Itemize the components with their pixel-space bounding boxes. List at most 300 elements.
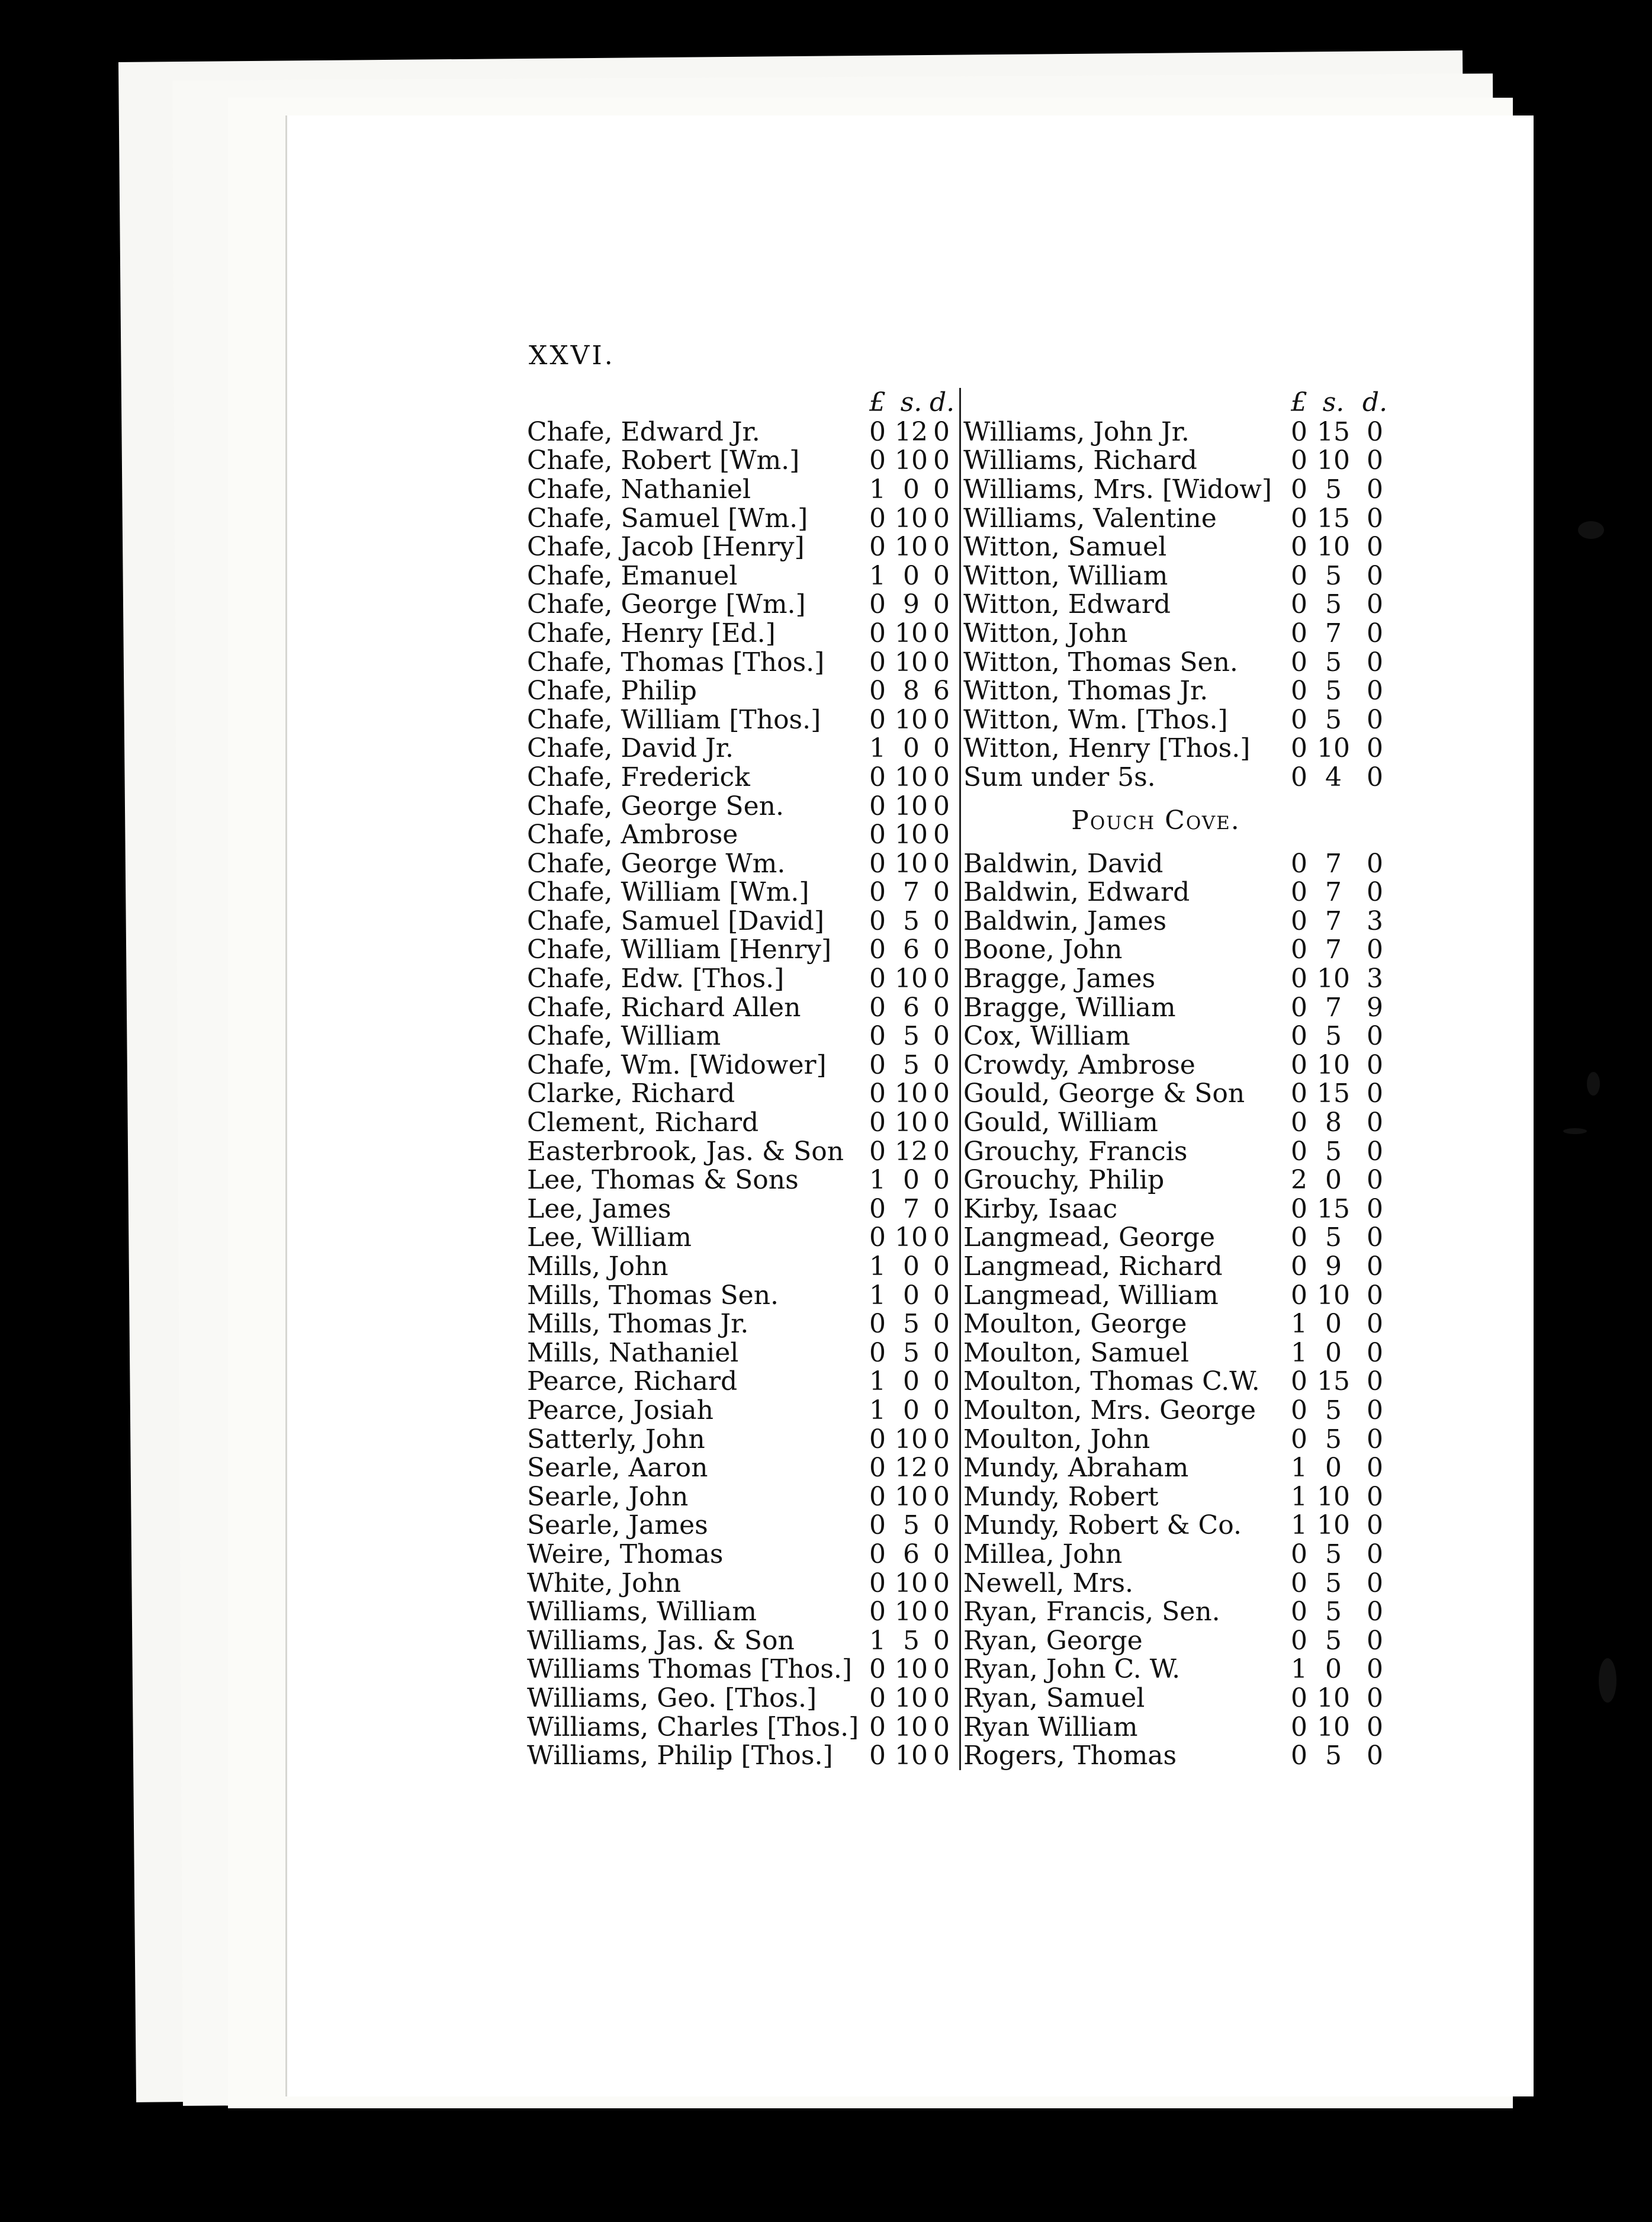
pounds-value: 0 [1291, 503, 1307, 534]
entry-row [527, 619, 953, 648]
pounds-value: 0 [1291, 964, 1307, 994]
entry-row [963, 1252, 1396, 1281]
entry-name: Chafe, Samuel [David] [527, 906, 825, 936]
pounds-value: 1 [1291, 1510, 1307, 1541]
shillings-value: 0 [903, 1395, 920, 1425]
shillings-value: 10 [895, 704, 928, 735]
entry-name: Witton, John [963, 618, 1128, 648]
shillings-value: 0 [903, 474, 920, 505]
entry-row [963, 849, 1396, 878]
shillings-value: 5 [1325, 474, 1342, 505]
shillings-value: 10 [895, 848, 928, 879]
pence-value: 0 [1367, 935, 1383, 965]
shillings-value: 5 [1325, 1222, 1342, 1253]
shillings-value: 12 [895, 1453, 928, 1484]
pounds-value: 0 [869, 704, 886, 735]
entry-name: Kirby, Isaac [963, 1193, 1118, 1224]
left-column [527, 388, 953, 1770]
entry-name: Chafe, William [527, 1021, 721, 1052]
entry-row [527, 648, 953, 677]
entry-row [527, 1569, 953, 1598]
pounds-value: 0 [1291, 848, 1307, 879]
entry-name: Moulton, John [963, 1424, 1150, 1454]
pounds-value: 0 [869, 589, 886, 620]
pounds-value: 0 [1291, 906, 1307, 936]
column-header [963, 388, 1396, 418]
entry-row [963, 532, 1396, 561]
entry-name: Williams, Charles [Thos.] [527, 1712, 859, 1742]
entry-row [963, 907, 1396, 936]
shillings-value: 5 [1325, 1625, 1342, 1656]
shillings-value: 9 [903, 589, 920, 620]
entry-name: Langmead, William [963, 1280, 1219, 1311]
entry-name: Chafe, William [Thos.] [527, 704, 821, 735]
shillings-value: 10 [895, 1568, 928, 1598]
shillings-value: 5 [1325, 1597, 1342, 1627]
pounds-value: 2 [1291, 1165, 1307, 1196]
entry-row [527, 561, 953, 590]
pence-value: 0 [933, 1078, 950, 1109]
pence-value: 0 [933, 1625, 950, 1656]
entry-row [963, 1453, 1396, 1482]
shillings-value: 10 [1317, 1682, 1350, 1713]
shillings-value: 0 [1325, 1654, 1342, 1685]
entry-name: Weire, Thomas [527, 1539, 724, 1569]
pence-value: 9 [1367, 992, 1383, 1023]
entry-name: Chafe, William [Wm.] [527, 877, 809, 908]
pence-value: 0 [1367, 877, 1383, 908]
pounds-value: 0 [869, 1539, 886, 1569]
entry-name: Chafe, George [Wm.] [527, 589, 806, 620]
entry-row [527, 1252, 953, 1281]
page-number: XXVI. [529, 341, 615, 371]
shillings-value: 7 [1325, 877, 1342, 908]
shillings-value: 8 [1325, 1107, 1342, 1138]
pence-value: 0 [1367, 733, 1383, 764]
pounds-value: 0 [1291, 676, 1307, 707]
entry-row [963, 648, 1396, 677]
pence-header: d. [930, 387, 955, 418]
pence-value: 0 [933, 733, 950, 764]
shillings-value: 5 [1325, 1395, 1342, 1425]
entry-row [527, 1367, 953, 1396]
entry-row [527, 1741, 953, 1770]
pence-value: 0 [933, 1049, 950, 1080]
pounds-value: 0 [869, 762, 886, 792]
section-heading: Pouch Cove. [1071, 805, 1240, 836]
entry-row [963, 447, 1396, 476]
entry-row [963, 1626, 1396, 1655]
pence-value: 0 [1367, 1682, 1383, 1713]
shillings-value: 10 [895, 1107, 928, 1138]
pence-value: 0 [1367, 1251, 1383, 1282]
pounds-value: 0 [1291, 935, 1307, 965]
entry-row [527, 1626, 953, 1655]
shillings-value: 10 [1317, 1510, 1350, 1541]
pounds-value: 0 [869, 647, 886, 677]
entry-name: Witton, Edward [963, 589, 1171, 620]
entry-row [527, 447, 953, 476]
pence-value: 0 [1367, 1337, 1383, 1368]
shillings-value: 10 [895, 1424, 928, 1454]
entry-row [963, 590, 1396, 619]
entry-name: Bragge, James [963, 964, 1156, 994]
pounds-value: 0 [869, 1654, 886, 1685]
shillings-value: 5 [1325, 1568, 1342, 1598]
entry-name: Williams, Philip [Thos.] [527, 1741, 833, 1771]
entry-row [963, 964, 1396, 993]
entry-row [527, 475, 953, 504]
pounds-value: 0 [1291, 704, 1307, 735]
shillings-value: 5 [903, 1049, 920, 1080]
pence-value: 0 [933, 1251, 950, 1282]
pounds-value: 1 [869, 1280, 886, 1311]
pence-value: 0 [933, 1510, 950, 1541]
pounds-value: 0 [1291, 1568, 1307, 1598]
pence-value: 0 [1367, 1021, 1383, 1052]
entry-name: Satterly, John [527, 1424, 705, 1454]
pounds-value: 1 [869, 733, 886, 764]
pence-value: 6 [933, 676, 950, 707]
shillings-value: 7 [1325, 906, 1342, 936]
pence-value: 0 [1367, 1510, 1383, 1541]
entry-row [963, 1367, 1396, 1396]
entry-row [963, 734, 1396, 763]
entry-name: Clement, Richard [527, 1107, 759, 1138]
entry-row [963, 561, 1396, 590]
entry-row [527, 734, 953, 763]
entry-name: Searle, Aaron [527, 1453, 708, 1484]
entry-name: Searle, James [527, 1510, 708, 1541]
entry-row [963, 1281, 1396, 1310]
left-entries [527, 418, 953, 1770]
entry-row [527, 849, 953, 878]
shillings-value: 0 [1325, 1309, 1342, 1340]
pounds-value: 0 [869, 445, 886, 476]
shillings-value: 0 [1325, 1165, 1342, 1196]
pence-value: 0 [1367, 1078, 1383, 1109]
pounds-value: 0 [1291, 877, 1307, 908]
pounds-value: 0 [1291, 1741, 1307, 1771]
entry-row [527, 532, 953, 561]
entry-name: Baldwin, David [963, 848, 1164, 879]
entry-name: Chafe, Emanuel [527, 560, 738, 591]
pounds-value: 0 [869, 1309, 886, 1340]
pence-value: 0 [933, 1741, 950, 1771]
shillings-value: 5 [1325, 704, 1342, 735]
pounds-value: 1 [869, 560, 886, 591]
entry-row [527, 676, 953, 705]
shillings-value: 10 [1317, 1712, 1350, 1742]
pence-value: 0 [933, 1539, 950, 1569]
shillings-value: 10 [895, 1222, 928, 1253]
entry-row [527, 1655, 953, 1684]
pounds-value: 0 [869, 1136, 886, 1167]
entry-row [527, 1396, 953, 1425]
shillings-value: 15 [1317, 416, 1350, 447]
pence-value: 0 [933, 1193, 950, 1224]
pounds-value: 0 [869, 1049, 886, 1080]
entry-name: Pearce, Richard [527, 1366, 738, 1397]
entry-name: Williams, Mrs. [Widow] [963, 474, 1272, 505]
shillings-value: 10 [895, 1597, 928, 1627]
entry-name: Williams, Richard [963, 445, 1197, 476]
entry-name: Grouchy, Francis [963, 1136, 1188, 1167]
entry-row [527, 878, 953, 907]
shillings-header: s. [1322, 387, 1345, 418]
pence-value: 0 [933, 589, 950, 620]
pounds-value: 0 [1291, 1625, 1307, 1656]
shillings-value: 15 [1317, 503, 1350, 534]
pence-value: 0 [1367, 1597, 1383, 1627]
column-header [527, 388, 953, 418]
shillings-value: 10 [895, 1481, 928, 1512]
pence-value: 0 [1367, 1481, 1383, 1512]
entry-name: Chafe, Richard Allen [527, 992, 801, 1023]
entry-row [963, 1511, 1396, 1540]
shillings-value: 5 [1325, 560, 1342, 591]
pounds-value: 0 [869, 676, 886, 707]
shillings-value: 7 [903, 1193, 920, 1224]
entry-row [527, 1425, 953, 1454]
shillings-value: 5 [1325, 1539, 1342, 1569]
shillings-value: 10 [895, 532, 928, 563]
pence-value: 0 [933, 1337, 950, 1368]
shillings-value: 5 [1325, 1741, 1342, 1771]
shillings-value: 10 [895, 1654, 928, 1685]
entry-row [527, 907, 953, 936]
entry-row [963, 878, 1396, 907]
pence-value: 0 [933, 1136, 950, 1167]
pounds-value: 0 [869, 532, 886, 563]
pence-value: 0 [1367, 618, 1383, 648]
entry-row [527, 1165, 953, 1195]
pence-value: 0 [933, 877, 950, 908]
shillings-value: 10 [1317, 445, 1350, 476]
entry-name: Witton, Thomas Sen. [963, 647, 1238, 677]
pounds-value: 0 [1291, 1424, 1307, 1454]
entry-row [527, 1108, 953, 1137]
pounds-value: 1 [869, 1625, 886, 1656]
pounds-value: 0 [1291, 1280, 1307, 1311]
pence-value: 0 [933, 964, 950, 994]
entry-name: Langmead, George [963, 1222, 1216, 1253]
entry-row [527, 1195, 953, 1224]
pence-value: 0 [1367, 560, 1383, 591]
shillings-value: 12 [895, 1136, 928, 1167]
shillings-value: 5 [903, 1021, 920, 1052]
shillings-value: 7 [1325, 935, 1342, 965]
entry-name: Williams, Valentine [963, 503, 1217, 534]
entry-name: Lee, Thomas & Sons [527, 1165, 799, 1196]
pounds-value: 0 [869, 1481, 886, 1512]
entry-row [527, 1051, 953, 1080]
pence-value: 0 [1367, 1165, 1383, 1196]
pounds-value: 1 [1291, 1481, 1307, 1512]
pounds-value: 0 [1291, 992, 1307, 1023]
pence-value: 0 [1367, 474, 1383, 505]
entry-name: Mundy, Robert [963, 1481, 1159, 1512]
entry-row [963, 1741, 1396, 1770]
pounds-value: 0 [869, 416, 886, 447]
entry-name: Easterbrook, Jas. & Son [527, 1136, 844, 1167]
entry-name: Grouchy, Philip [963, 1165, 1165, 1196]
pounds-value: 0 [869, 1453, 886, 1484]
entry-row [527, 418, 953, 447]
pence-value: 0 [1367, 1654, 1383, 1685]
entry-name: Witton, William [963, 560, 1168, 591]
shillings-value: 0 [903, 1165, 920, 1196]
pence-value: 0 [933, 647, 950, 677]
pence-value: 0 [933, 791, 950, 821]
shillings-value: 9 [1325, 1251, 1342, 1282]
pounds-value: 0 [1291, 589, 1307, 620]
pounds-value: 0 [1291, 1366, 1307, 1397]
pounds-value: 0 [869, 1510, 886, 1541]
pence-value: 0 [1367, 1453, 1383, 1484]
pounds-value: 0 [869, 992, 886, 1023]
pounds-value: 0 [1291, 1539, 1307, 1569]
entry-name: Chafe, William [Henry] [527, 935, 832, 965]
pence-value: 0 [1367, 704, 1383, 735]
pounds-value: 0 [869, 1712, 886, 1742]
shillings-value: 10 [1317, 733, 1350, 764]
shillings-value: 10 [895, 618, 928, 648]
entry-name: Chafe, Edw. [Thos.] [527, 964, 785, 994]
pence-value: 0 [933, 1107, 950, 1138]
shillings-value: 10 [895, 1682, 928, 1713]
entry-row [527, 820, 953, 849]
entry-name: Mills, Nathaniel [527, 1337, 739, 1368]
entry-name: Cox, William [963, 1021, 1130, 1052]
entry-row [963, 705, 1396, 734]
entry-row [527, 1281, 953, 1310]
pence-value: 0 [933, 820, 950, 850]
ink-spot [1578, 521, 1604, 539]
entry-row [527, 1137, 953, 1166]
entry-name: Williams, Jas. & Son [527, 1625, 795, 1656]
pounds-value: 0 [1291, 733, 1307, 764]
entry-name: Mills, Thomas Jr. [527, 1309, 749, 1340]
entry-name: Witton, Henry [Thos.] [963, 733, 1251, 764]
pounds-value: 0 [869, 877, 886, 908]
shillings-value: 0 [903, 1280, 920, 1311]
pounds-value: 0 [1291, 1251, 1307, 1282]
pence-value: 0 [933, 1280, 950, 1311]
shillings-value: 15 [1317, 1078, 1350, 1109]
entry-row [963, 1396, 1396, 1425]
pounds-value: 1 [869, 1251, 886, 1282]
entry-row [527, 792, 953, 821]
entry-row [527, 1453, 953, 1482]
pounds-value: 1 [1291, 1654, 1307, 1685]
entry-row [963, 1137, 1396, 1166]
entry-name: Langmead, Richard [963, 1251, 1223, 1282]
entry-name: Mundy, Abraham [963, 1453, 1189, 1484]
entry-name: Ryan William [963, 1712, 1138, 1742]
pounds-value: 0 [1291, 1136, 1307, 1167]
entry-name: Moulton, Samuel [963, 1337, 1189, 1368]
shillings-value: 0 [903, 733, 920, 764]
pence-value: 0 [1367, 647, 1383, 677]
pence-value: 0 [1367, 1539, 1383, 1569]
entry-row [527, 504, 953, 533]
entry-row [963, 763, 1396, 792]
pence-value: 0 [933, 416, 950, 447]
pence-value: 0 [933, 445, 950, 476]
entry-name: Chafe, Henry [Ed.] [527, 618, 776, 648]
entry-name: Chafe, David Jr. [527, 733, 734, 764]
entry-row [963, 475, 1396, 504]
pounds-value: 0 [1291, 1193, 1307, 1224]
shillings-value: 0 [1325, 1337, 1342, 1368]
pounds-value: 0 [869, 1021, 886, 1052]
shillings-value: 10 [1317, 1481, 1350, 1512]
entry-row [963, 1425, 1396, 1454]
right-entries-bottom [963, 849, 1396, 1770]
entry-name: Chafe, Thomas [Thos.] [527, 647, 825, 677]
entry-name: Pearce, Josiah [527, 1395, 713, 1425]
entry-name: Williams Thomas [Thos.] [527, 1654, 853, 1685]
entry-row [963, 1108, 1396, 1137]
pence-value: 0 [933, 1682, 950, 1713]
pounds-value: 0 [869, 848, 886, 879]
shillings-value: 7 [1325, 618, 1342, 648]
entry-row [527, 590, 953, 619]
shillings-value: 5 [903, 1309, 920, 1340]
entry-name: Chafe, Samuel [Wm.] [527, 503, 808, 534]
pence-value: 0 [933, 1597, 950, 1627]
entry-row [527, 993, 953, 1022]
shillings-value: 6 [903, 992, 920, 1023]
pounds-value: 0 [1291, 1021, 1307, 1052]
pence-value: 0 [933, 532, 950, 563]
pounds-value: 0 [1291, 416, 1307, 447]
shillings-value: 5 [1325, 1424, 1342, 1454]
entry-name: Chafe, Frederick [527, 762, 750, 792]
entry-name: Moulton, George [963, 1309, 1187, 1340]
pounds-value: 1 [869, 474, 886, 505]
pounds-value: 0 [869, 791, 886, 821]
pounds-header: £ [1291, 387, 1307, 418]
pounds-value: 0 [869, 1107, 886, 1138]
pounds-value: 0 [869, 503, 886, 534]
entry-row [963, 1684, 1396, 1713]
pounds-value: 0 [1291, 1597, 1307, 1627]
entry-name: Williams, John Jr. [963, 416, 1190, 447]
pence-value: 0 [1367, 1625, 1383, 1656]
entry-row [963, 676, 1396, 705]
entry-name: Baldwin, James [963, 906, 1167, 936]
entry-name: Ryan, Samuel [963, 1682, 1145, 1713]
shillings-value: 10 [895, 1712, 928, 1742]
pence-value: 0 [1367, 1309, 1383, 1340]
pounds-value: 0 [1291, 1222, 1307, 1253]
pounds-header: £ [869, 387, 886, 418]
entry-row [963, 1338, 1396, 1367]
entry-name: Mundy, Robert & Co. [963, 1510, 1242, 1541]
pence-value: 0 [933, 1395, 950, 1425]
pounds-value: 0 [869, 1597, 886, 1627]
shillings-value: 0 [903, 1251, 920, 1282]
entry-name: Chafe, Robert [Wm.] [527, 445, 800, 476]
pounds-value: 0 [869, 935, 886, 965]
entry-row [527, 1540, 953, 1569]
entry-name: Ryan, George [963, 1625, 1143, 1656]
pounds-value: 1 [1291, 1453, 1307, 1484]
shillings-value: 10 [895, 647, 928, 677]
entry-name: Mills, John [527, 1251, 668, 1282]
